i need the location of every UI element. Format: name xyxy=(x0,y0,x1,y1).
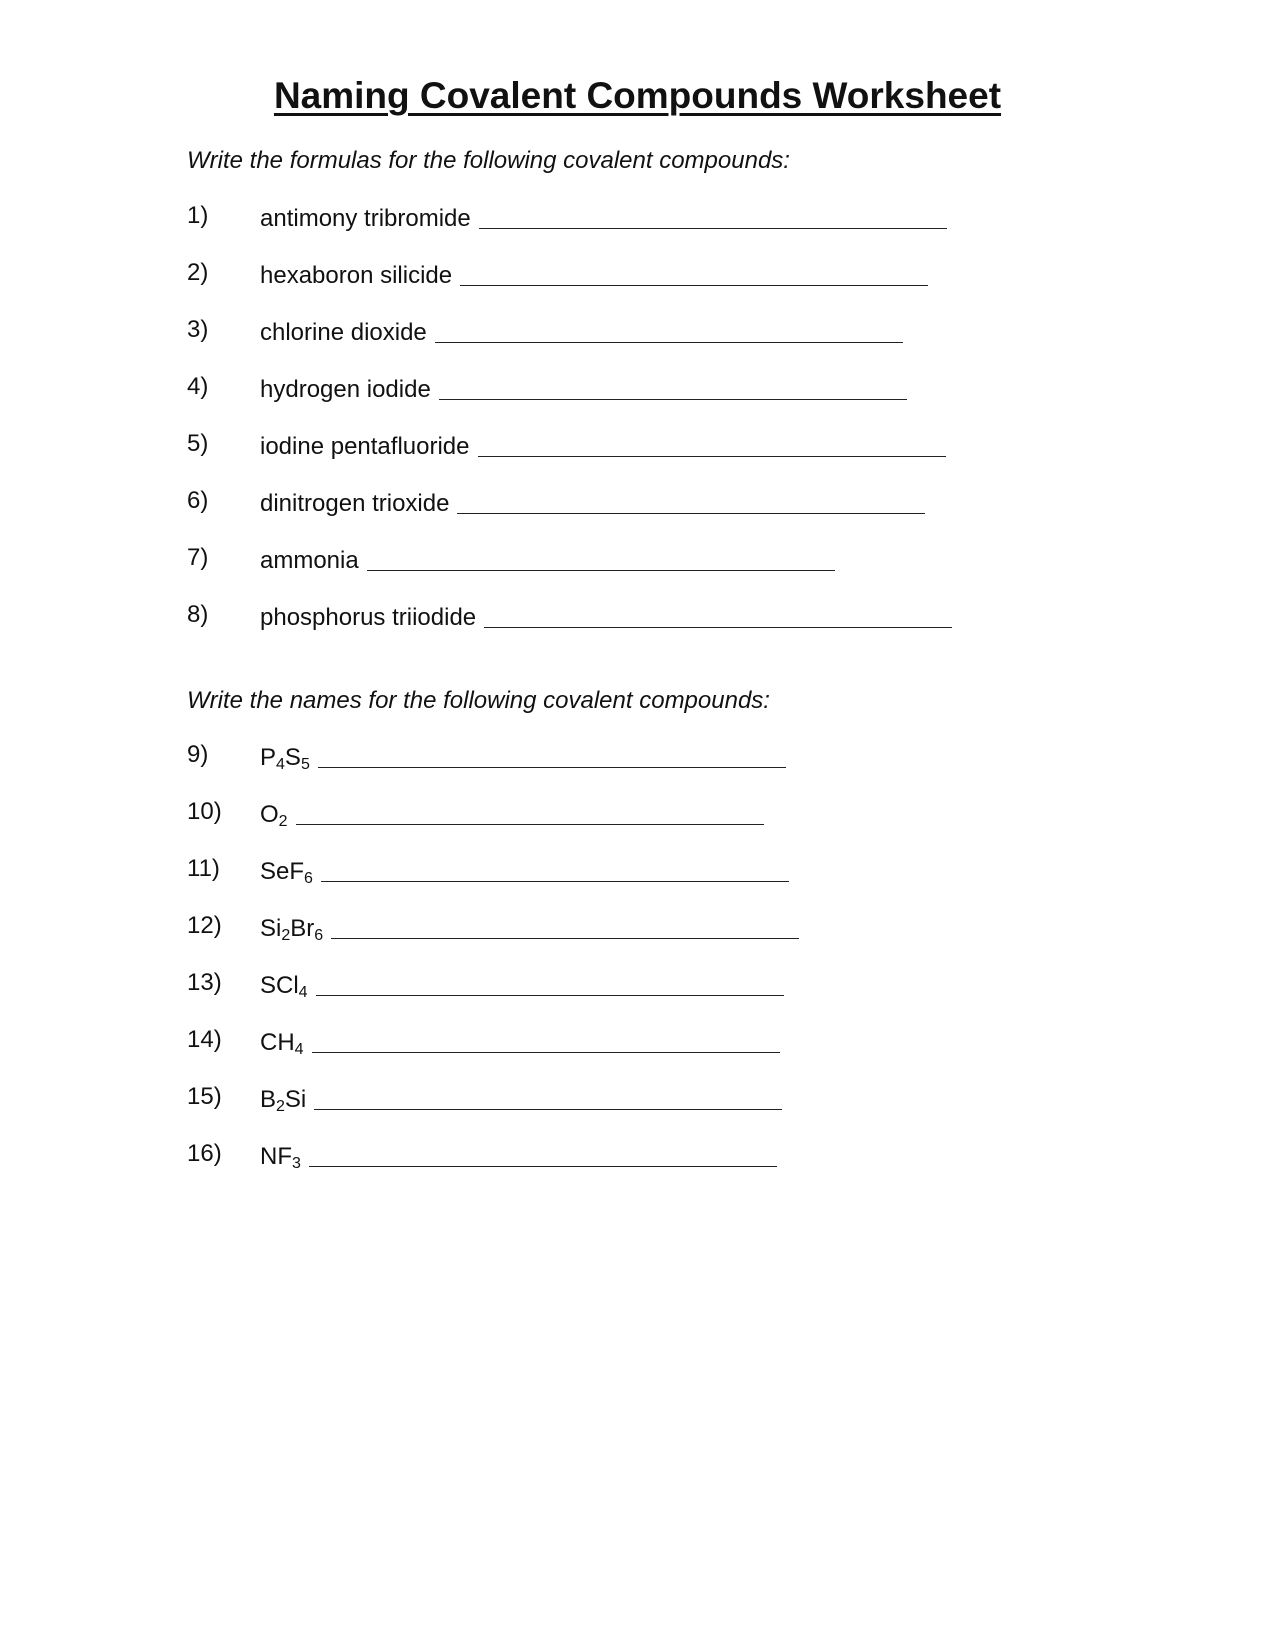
question-number: 14) xyxy=(187,1026,222,1053)
section-1-instruction: Write the formulas for the following covalent compounds: xyxy=(187,147,790,174)
compound-name: phosphorus triiodide xyxy=(260,604,477,631)
answer-blank[interactable] xyxy=(309,1142,777,1167)
section-2-instruction: Write the names for the following covalent compounds: xyxy=(187,687,770,714)
element-symbol: Si xyxy=(284,1086,307,1113)
chemical-formula xyxy=(260,971,308,1001)
element-symbol: SeF xyxy=(260,858,305,885)
chemical-formula xyxy=(260,1142,301,1172)
element-symbol: CH xyxy=(260,1029,295,1056)
subscript: 4 xyxy=(298,984,308,1001)
question-number: 16) xyxy=(187,1140,222,1167)
subscript: 4 xyxy=(276,756,285,773)
subscript: 6 xyxy=(314,927,324,944)
answer-blank[interactable] xyxy=(314,1085,782,1110)
element-symbol: B xyxy=(260,1086,277,1113)
answer-blank[interactable] xyxy=(318,743,786,768)
page-title: Naming Covalent Compounds Worksheet xyxy=(273,75,1002,116)
compound-name: iodine pentafluoride xyxy=(260,433,470,460)
answer-blank[interactable] xyxy=(312,1028,780,1053)
element-symbol: Br xyxy=(290,915,315,942)
element-symbol: P xyxy=(260,744,277,771)
answer-blank[interactable] xyxy=(316,971,784,996)
element-symbol: NF xyxy=(260,1143,292,1170)
subscript: 3 xyxy=(292,1155,301,1172)
question-number: 5) xyxy=(187,430,209,457)
subscript: 4 xyxy=(294,1041,304,1058)
chemical-formula xyxy=(260,1028,304,1058)
question-number: 8) xyxy=(187,601,209,628)
question-number: 13) xyxy=(187,969,222,996)
compound-name: hydrogen iodide xyxy=(260,376,431,403)
chemical-formula xyxy=(260,1085,306,1115)
question-number: 12) xyxy=(187,912,222,939)
question-number: 10) xyxy=(187,798,222,825)
chemical-formula xyxy=(260,857,313,887)
subscript: 5 xyxy=(300,756,310,773)
question-number: 9) xyxy=(187,741,209,768)
compound-name: antimony tribromide xyxy=(260,205,471,232)
answer-blank[interactable] xyxy=(331,914,799,939)
question-number: 15) xyxy=(187,1083,222,1110)
answer-blank[interactable] xyxy=(484,603,952,628)
question-number: 7) xyxy=(187,544,209,571)
answer-blank[interactable] xyxy=(460,261,928,286)
answer-blank[interactable] xyxy=(439,375,907,400)
element-symbol: Si xyxy=(260,915,282,942)
compound-name: dinitrogen trioxide xyxy=(260,490,450,517)
question-number: 6) xyxy=(187,487,209,514)
question-number: 4) xyxy=(187,373,209,400)
subscript: 2 xyxy=(278,813,288,830)
chemical-formula xyxy=(260,743,310,773)
compound-name: hexaboron silicide xyxy=(260,262,453,289)
question-number: 1) xyxy=(187,202,209,229)
answer-blank[interactable] xyxy=(367,546,835,571)
answer-blank[interactable] xyxy=(478,432,946,457)
element-symbol: S xyxy=(284,744,301,771)
question-number: 3) xyxy=(187,316,209,343)
subscript: 2 xyxy=(276,1098,285,1115)
element-symbol: O xyxy=(260,801,279,828)
question-number: 2) xyxy=(187,259,209,286)
answer-blank[interactable] xyxy=(479,204,947,229)
chemical-formula xyxy=(260,800,288,830)
subscript: 2 xyxy=(281,927,291,944)
answer-blank[interactable] xyxy=(296,800,764,825)
answer-blank[interactable] xyxy=(321,857,789,882)
compound-name: ammonia xyxy=(260,547,359,574)
answer-blank[interactable] xyxy=(457,489,925,514)
subscript: 6 xyxy=(304,870,313,887)
question-number: 11) xyxy=(187,855,220,882)
answer-blank[interactable] xyxy=(435,318,903,343)
chemical-formula xyxy=(260,914,323,944)
compound-name: chlorine dioxide xyxy=(260,319,427,346)
element-symbol: SCl xyxy=(260,972,299,999)
